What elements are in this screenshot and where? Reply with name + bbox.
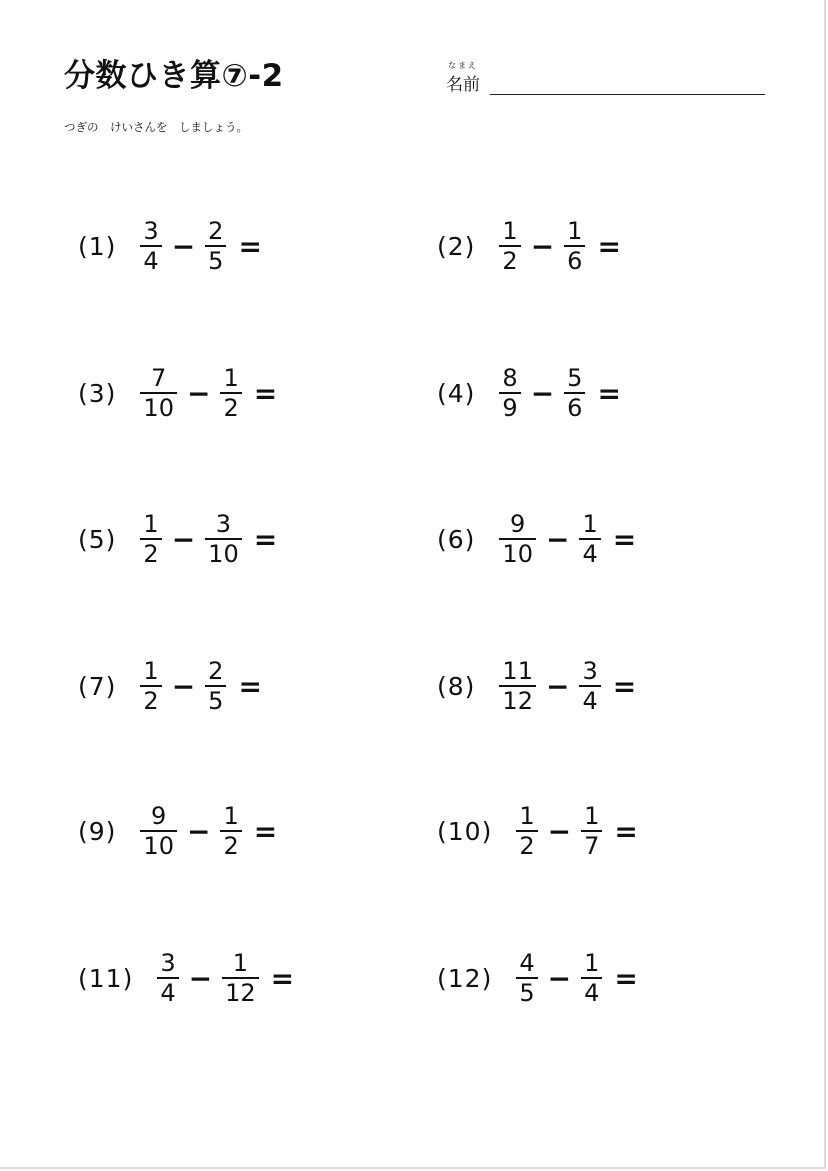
fraction-a xyxy=(499,511,536,567)
numerator: 2 xyxy=(208,217,224,245)
denominator: 2 xyxy=(143,540,159,568)
problem-7 xyxy=(78,656,262,716)
denominator: 7 xyxy=(584,832,600,860)
fraction-b xyxy=(220,365,241,421)
fraction-b xyxy=(220,803,241,859)
numerator: 1 xyxy=(502,217,518,245)
numerator: 9 xyxy=(151,802,167,830)
numerator: 11 xyxy=(502,657,533,685)
equals-sign: = xyxy=(597,376,621,410)
problem-label: (5) xyxy=(78,524,117,554)
denominator: 10 xyxy=(502,540,533,568)
page-title: 分数ひき算⑦-2 xyxy=(64,58,284,94)
minus-sign: − xyxy=(186,376,211,410)
denominator: 4 xyxy=(582,540,598,568)
problem-5 xyxy=(78,509,277,569)
numerator: 1 xyxy=(143,657,159,685)
problem-3 xyxy=(78,363,277,423)
problem-label: (6) xyxy=(437,524,476,554)
problem-10 xyxy=(437,801,638,861)
equals-sign: = xyxy=(614,814,638,848)
minus-sign: − xyxy=(547,961,572,995)
denominator: 10 xyxy=(143,832,174,860)
numerator: 1 xyxy=(232,949,248,977)
denominator: 12 xyxy=(502,687,533,715)
problem-label: (10) xyxy=(437,816,493,846)
denominator: 10 xyxy=(143,394,174,422)
problem-label: (1) xyxy=(78,231,117,261)
problem-label: (11) xyxy=(78,963,134,993)
minus-sign: − xyxy=(171,522,196,556)
problem-1 xyxy=(78,216,262,276)
problem-9 xyxy=(78,801,277,861)
fraction-b xyxy=(205,511,242,567)
fraction-b xyxy=(564,218,585,274)
name-underline xyxy=(490,94,765,95)
numerator: 1 xyxy=(584,949,600,977)
numerator: 1 xyxy=(223,802,239,830)
problem-2 xyxy=(437,216,621,276)
denominator: 12 xyxy=(225,979,256,1007)
fraction-a xyxy=(140,365,177,421)
equals-sign: = xyxy=(253,376,278,410)
problem-label: (8) xyxy=(437,671,476,701)
fraction-a xyxy=(157,950,178,1006)
fraction-b xyxy=(222,950,259,1006)
denominator: 4 xyxy=(160,979,176,1007)
fraction-a xyxy=(140,803,177,859)
name-label: 名前 xyxy=(446,75,480,95)
fraction-a xyxy=(516,803,537,859)
denominator: 2 xyxy=(223,394,239,422)
minus-sign: − xyxy=(171,229,196,263)
denominator: 4 xyxy=(143,247,159,275)
denominator: 4 xyxy=(584,979,600,1007)
fraction-b xyxy=(579,511,600,567)
minus-sign: − xyxy=(545,669,570,703)
equals-sign: = xyxy=(612,522,637,556)
minus-sign: − xyxy=(188,961,213,995)
denominator: 6 xyxy=(567,394,583,422)
minus-sign: − xyxy=(530,229,555,263)
numerator: 1 xyxy=(519,802,535,830)
numerator: 3 xyxy=(582,657,598,685)
minus-sign: − xyxy=(545,522,570,556)
fraction-a xyxy=(499,365,520,421)
fraction-b xyxy=(581,950,602,1006)
numerator: 1 xyxy=(567,217,583,245)
denominator: 4 xyxy=(582,687,598,715)
fraction-a xyxy=(499,658,536,714)
name-ruby: なまえ xyxy=(448,61,478,70)
equals-sign: = xyxy=(253,814,278,848)
equals-sign: = xyxy=(614,961,638,995)
denominator: 10 xyxy=(208,540,239,568)
denominator: 2 xyxy=(502,247,518,275)
numerator: 3 xyxy=(215,510,232,538)
fraction-a xyxy=(140,658,161,714)
problem-4 xyxy=(437,363,621,423)
fraction-a xyxy=(140,218,161,274)
numerator: 1 xyxy=(143,510,159,538)
minus-sign: − xyxy=(530,376,555,410)
problem-label: (4) xyxy=(437,378,476,408)
equals-sign: = xyxy=(612,669,637,703)
denominator: 2 xyxy=(519,832,535,860)
fraction-b xyxy=(581,803,602,859)
problem-label: (3) xyxy=(78,378,117,408)
fraction-b xyxy=(564,365,585,421)
fraction-b xyxy=(205,658,226,714)
problem-label: (2) xyxy=(437,231,476,261)
numerator: 7 xyxy=(151,364,167,392)
numerator: 1 xyxy=(584,802,600,830)
denominator: 5 xyxy=(208,247,224,275)
name-field xyxy=(446,60,766,100)
numerator: 3 xyxy=(160,949,176,977)
problem-8 xyxy=(437,656,636,716)
fraction-b xyxy=(205,218,226,274)
equals-sign: = xyxy=(238,669,262,703)
minus-sign: − xyxy=(547,814,572,848)
problem-label: (7) xyxy=(78,671,117,701)
denominator: 9 xyxy=(502,394,518,422)
denominator: 5 xyxy=(208,687,224,715)
problem-label: (9) xyxy=(78,816,117,846)
equals-sign: = xyxy=(270,961,295,995)
problem-12 xyxy=(437,948,638,1008)
numerator: 8 xyxy=(502,364,518,392)
fraction-b xyxy=(579,658,600,714)
instruction-text: つぎの けいさんを しましょう。 xyxy=(64,120,248,134)
numerator: 5 xyxy=(567,364,583,392)
fraction-a xyxy=(516,950,537,1006)
numerator: 3 xyxy=(143,217,159,245)
equals-sign: = xyxy=(238,229,262,263)
numerator: 9 xyxy=(510,510,526,538)
numerator: 4 xyxy=(519,949,535,977)
equals-sign: = xyxy=(597,229,621,263)
problem-11 xyxy=(78,948,294,1008)
equals-sign: = xyxy=(253,522,278,556)
numerator: 2 xyxy=(208,657,224,685)
fraction-a xyxy=(140,511,161,567)
minus-sign: − xyxy=(186,814,211,848)
problem-label: (12) xyxy=(437,963,493,993)
fraction-a xyxy=(499,218,520,274)
denominator: 6 xyxy=(567,247,583,275)
numerator: 1 xyxy=(582,510,598,538)
minus-sign: − xyxy=(171,669,196,703)
denominator: 2 xyxy=(143,687,159,715)
numerator: 1 xyxy=(223,364,239,392)
denominator: 2 xyxy=(223,832,239,860)
problem-6 xyxy=(437,509,636,569)
denominator: 5 xyxy=(519,979,535,1007)
